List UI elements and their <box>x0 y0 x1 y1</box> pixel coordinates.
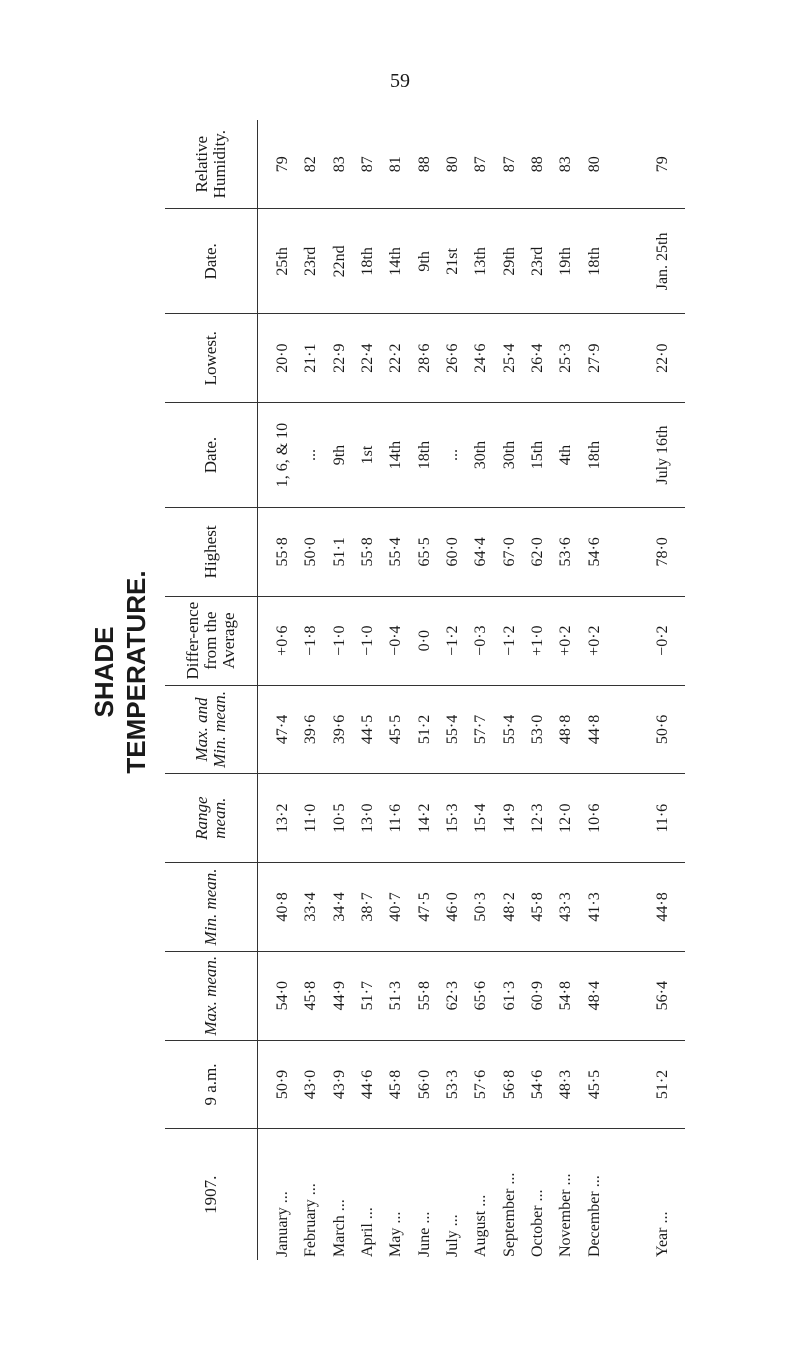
cell-max-mean: 55·8 <box>411 951 439 1040</box>
cell-9am: 44·6 <box>354 1040 382 1129</box>
cell-humidity: 83 <box>557 156 575 173</box>
spacer-cell <box>609 508 642 597</box>
cell-highest-date: 15th <box>524 403 552 508</box>
cell-lowest-date: 22nd <box>326 209 354 314</box>
cell-difference: +1·0 <box>524 596 552 685</box>
cell-max-min-mean: 39·6 <box>297 685 325 774</box>
cell-9am: 57·6 <box>467 1040 495 1129</box>
cell-lowest: 22·0 <box>641 314 685 403</box>
cell-range-mean: 14·2 <box>411 774 439 863</box>
cell-highest-date: 9th <box>326 403 354 508</box>
cell-min-mean: 48·2 <box>495 863 523 952</box>
cell-month: February ... <box>297 1129 325 1260</box>
spacer-cell <box>609 685 642 774</box>
cell-lowest-date: 23rd <box>297 209 325 314</box>
table-row <box>580 120 608 1260</box>
cell-max-mean: 48·4 <box>580 951 608 1040</box>
cell-lowest: 26·6 <box>439 314 467 403</box>
table-row <box>467 120 495 1260</box>
cell-month: Year ... <box>641 1129 685 1260</box>
cell-lowest: 21·1 <box>297 314 325 403</box>
table-row <box>411 120 439 1260</box>
table-row <box>326 120 354 1260</box>
cell-max-min-mean: 51·2 <box>411 685 439 774</box>
cell-max-mean: 54·0 <box>258 951 298 1040</box>
cell-9am: 54·6 <box>524 1040 552 1129</box>
spacer-cell <box>609 120 642 209</box>
header-min-mean: Min. mean. <box>165 863 258 952</box>
cell-max-mean: 44·9 <box>326 951 354 1040</box>
cell-month: March ... <box>326 1129 354 1260</box>
cell-range-mean: 10·5 <box>326 774 354 863</box>
cell-humidity: 87 <box>359 156 377 173</box>
cell-highest: 78·0 <box>641 508 685 597</box>
cell-highest: 62·0 <box>524 508 552 597</box>
cell-max-mean: 45·8 <box>297 951 325 1040</box>
cell-max-mean: 54·8 <box>552 951 580 1040</box>
cell-max-min-mean: 48·8 <box>552 685 580 774</box>
cell-max-mean: 60·9 <box>524 951 552 1040</box>
cell-min-mean: 34·4 <box>326 863 354 952</box>
cell-humidity: 80 <box>585 156 603 173</box>
spacer-cell <box>609 1040 642 1129</box>
cell-min-mean: 40·8 <box>258 863 298 952</box>
cell-range-mean: 11·6 <box>641 774 685 863</box>
cell-highest: 51·1 <box>326 508 354 597</box>
cell-range-mean: 12·0 <box>552 774 580 863</box>
cell-highest: 67·0 <box>495 508 523 597</box>
cell-highest-date: 18th <box>411 403 439 508</box>
cell-difference: −1·2 <box>495 596 523 685</box>
cell-min-mean: 33·4 <box>297 863 325 952</box>
cell-humidity: 83 <box>330 156 348 173</box>
cell-max-mean: 56·4 <box>641 951 685 1040</box>
header-humidity: Relative Humidity. <box>165 120 258 209</box>
cell-humidity: 87 <box>472 156 490 173</box>
cell-lowest: 24·6 <box>467 314 495 403</box>
cell-min-mean: 38·7 <box>354 863 382 952</box>
table-spacer <box>609 120 642 1260</box>
cell-lowest-date: Jan. 25th <box>641 209 685 314</box>
cell-humidity: 82 <box>302 156 320 173</box>
cell-highest: 64·4 <box>467 508 495 597</box>
page-title <box>88 542 152 802</box>
cell-min-mean: 45·8 <box>524 863 552 952</box>
cell-max-min-mean: 55·4 <box>439 685 467 774</box>
cell-9am: 48·3 <box>552 1040 580 1129</box>
cell-highest-date: 18th <box>580 403 608 508</box>
cell-difference: 0·0 <box>411 596 439 685</box>
cell-highest-date: 30th <box>467 403 495 508</box>
cell-9am: 50·9 <box>258 1040 298 1129</box>
cell-month: November ... <box>552 1129 580 1260</box>
header-range-mean: Range mean. <box>165 774 258 863</box>
cell-range-mean: 10·6 <box>580 774 608 863</box>
year-total-row <box>641 120 685 1260</box>
cell-min-mean: 43·3 <box>552 863 580 952</box>
cell-highest-date: 1st <box>354 403 382 508</box>
cell-month: April ... <box>354 1129 382 1260</box>
header-9am: 9 a.m. <box>165 1040 258 1129</box>
cell-lowest-date: 23rd <box>524 209 552 314</box>
header-lowest-date: Date. <box>165 209 258 314</box>
header-lowest: Lowest. <box>165 314 258 403</box>
header-difference: Differ-ence from the Average <box>165 596 258 685</box>
cell-range-mean: 15·3 <box>439 774 467 863</box>
cell-humidity: 80 <box>443 156 461 173</box>
table-row <box>382 120 410 1260</box>
cell-month: May ... <box>382 1129 410 1260</box>
cell-difference: −0·2 <box>641 596 685 685</box>
cell-month: September ... <box>495 1129 523 1260</box>
cell-month: July ... <box>439 1129 467 1260</box>
header-highest-date: Date. <box>165 403 258 508</box>
cell-lowest-date: 21st <box>439 209 467 314</box>
cell-9am: 45·5 <box>580 1040 608 1129</box>
shade-temperature-table-container <box>165 120 685 1260</box>
cell-min-mean: 50·3 <box>467 863 495 952</box>
cell-lowest: 26·4 <box>524 314 552 403</box>
cell-difference: −1·2 <box>439 596 467 685</box>
cell-month: June ... <box>411 1129 439 1260</box>
cell-lowest-date: 13th <box>467 209 495 314</box>
table-row <box>297 120 325 1260</box>
header-max-min-mean: Max. and Min. mean. <box>165 685 258 774</box>
cell-difference: +0·2 <box>580 596 608 685</box>
table-row <box>524 120 552 1260</box>
spacer-cell <box>609 774 642 863</box>
cell-difference: −1·0 <box>326 596 354 685</box>
cell-max-mean: 65·6 <box>467 951 495 1040</box>
cell-max-mean: 51·3 <box>382 951 410 1040</box>
cell-lowest-date: 9th <box>411 209 439 314</box>
cell-max-min-mean: 39·6 <box>326 685 354 774</box>
cell-highest-date: 1, 6, & 10 <box>258 403 298 508</box>
cell-lowest-date: 19th <box>552 209 580 314</box>
cell-highest-date: ... <box>297 403 325 508</box>
cell-9am: 53·3 <box>439 1040 467 1129</box>
cell-9am: 51·2 <box>641 1040 685 1129</box>
cell-highest: 55·8 <box>258 508 298 597</box>
cell-max-mean: 61·3 <box>495 951 523 1040</box>
table-row <box>552 120 580 1260</box>
cell-min-mean: 40·7 <box>382 863 410 952</box>
spacer-cell <box>609 314 642 403</box>
cell-range-mean: 11·6 <box>382 774 410 863</box>
title-line: TEMPERATURE. <box>121 570 151 774</box>
cell-range-mean: 13·0 <box>354 774 382 863</box>
cell-humidity: 87 <box>500 156 518 173</box>
cell-max-mean: 51·7 <box>354 951 382 1040</box>
cell-lowest-date: 18th <box>354 209 382 314</box>
header-row <box>165 120 258 1260</box>
cell-month: January ... <box>258 1129 298 1260</box>
spacer-cell <box>609 403 642 508</box>
cell-humidity: 79 <box>654 156 672 173</box>
spacer-cell <box>609 209 642 314</box>
cell-range-mean: 15·4 <box>467 774 495 863</box>
cell-highest-date: 30th <box>495 403 523 508</box>
cell-month: December ... <box>580 1129 608 1260</box>
cell-highest: 60·0 <box>439 508 467 597</box>
cell-lowest: 22·9 <box>326 314 354 403</box>
cell-highest-date: 4th <box>552 403 580 508</box>
cell-lowest: 25·4 <box>495 314 523 403</box>
cell-humidity: 79 <box>273 156 291 173</box>
cell-lowest: 22·4 <box>354 314 382 403</box>
spacer-cell <box>609 1129 642 1260</box>
cell-difference: −0·3 <box>467 596 495 685</box>
cell-lowest-date: 18th <box>580 209 608 314</box>
header-month: 1907. <box>165 1129 258 1260</box>
header-highest: Highest <box>165 508 258 597</box>
cell-lowest: 28·6 <box>411 314 439 403</box>
cell-difference: −1·0 <box>354 596 382 685</box>
cell-humidity: 81 <box>387 156 405 173</box>
cell-highest-date: 14th <box>382 403 410 508</box>
cell-highest: 55·4 <box>382 508 410 597</box>
cell-highest: 65·5 <box>411 508 439 597</box>
shade-temperature-table <box>165 120 685 1260</box>
cell-max-min-mean: 53·0 <box>524 685 552 774</box>
cell-9am: 45·8 <box>382 1040 410 1129</box>
cell-range-mean: 11·0 <box>297 774 325 863</box>
cell-highest: 50·0 <box>297 508 325 597</box>
cell-max-mean: 62·3 <box>439 951 467 1040</box>
header-max-mean: Max. mean. <box>165 951 258 1040</box>
cell-max-min-mean: 57·7 <box>467 685 495 774</box>
cell-max-min-mean: 50·6 <box>641 685 685 774</box>
cell-lowest-date: 14th <box>382 209 410 314</box>
cell-lowest: 25·3 <box>552 314 580 403</box>
cell-min-mean: 41·3 <box>580 863 608 952</box>
cell-highest: 55·8 <box>354 508 382 597</box>
cell-lowest: 22·2 <box>382 314 410 403</box>
cell-range-mean: 12·3 <box>524 774 552 863</box>
spacer-cell <box>609 596 642 685</box>
cell-max-min-mean: 55·4 <box>495 685 523 774</box>
cell-min-mean: 47·5 <box>411 863 439 952</box>
cell-highest-date: July 16th <box>641 403 685 508</box>
cell-max-min-mean: 44·8 <box>580 685 608 774</box>
cell-max-min-mean: 44·5 <box>354 685 382 774</box>
cell-lowest-date: 25th <box>258 209 298 314</box>
spacer-cell <box>609 863 642 952</box>
cell-max-min-mean: 47·4 <box>258 685 298 774</box>
cell-month: August ... <box>467 1129 495 1260</box>
cell-max-min-mean: 45·5 <box>382 685 410 774</box>
cell-difference: −1·8 <box>297 596 325 685</box>
cell-lowest: 27·9 <box>580 314 608 403</box>
cell-9am: 43·9 <box>326 1040 354 1129</box>
cell-min-mean: 46·0 <box>439 863 467 952</box>
table-row <box>439 120 467 1260</box>
cell-highest: 54·6 <box>580 508 608 597</box>
table-row <box>354 120 382 1260</box>
cell-range-mean: 13·2 <box>258 774 298 863</box>
cell-highest: 53·6 <box>552 508 580 597</box>
cell-9am: 56·8 <box>495 1040 523 1129</box>
cell-humidity: 88 <box>528 156 546 173</box>
cell-difference: −0·4 <box>382 596 410 685</box>
cell-9am: 56·0 <box>411 1040 439 1129</box>
cell-lowest-date: 29th <box>495 209 523 314</box>
cell-lowest: 20·0 <box>258 314 298 403</box>
cell-min-mean: 44·8 <box>641 863 685 952</box>
cell-difference: +0·6 <box>258 596 298 685</box>
cell-highest-date: ... <box>439 403 467 508</box>
cell-9am: 43·0 <box>297 1040 325 1129</box>
table-row <box>495 120 523 1260</box>
spacer-cell <box>609 951 642 1040</box>
cell-humidity: 88 <box>415 156 433 173</box>
cell-range-mean: 14·9 <box>495 774 523 863</box>
page-number: 59 <box>390 70 410 92</box>
table-row <box>258 120 298 1260</box>
cell-month: October ... <box>524 1129 552 1260</box>
title-line: SHADE <box>89 626 119 718</box>
cell-difference: +0·2 <box>552 596 580 685</box>
